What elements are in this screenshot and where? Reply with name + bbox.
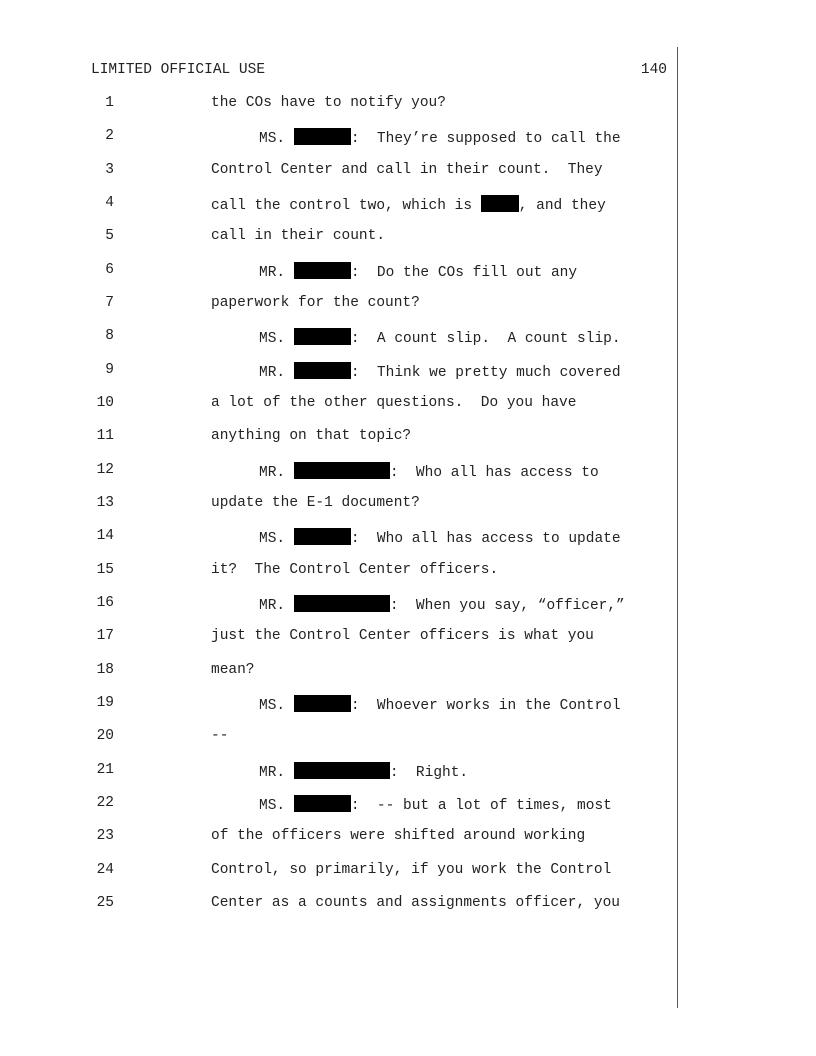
speech-text: : When you say, “officer,” <box>389 598 625 614</box>
redaction-bar <box>294 262 351 279</box>
line-number: 13 <box>96 495 114 511</box>
transcript-line <box>0 628 680 648</box>
line-text: -- <box>211 728 229 744</box>
line-text <box>211 195 606 214</box>
transcript-line <box>0 462 680 482</box>
line-text: just the Control Center officers is what you <box>211 628 594 644</box>
line-text: Control, so primarily, if you work the Control <box>211 862 612 878</box>
speaker-title: MS. <box>259 531 286 547</box>
line-text: Center as a counts and assignments officer, you <box>211 895 620 911</box>
redaction-bar <box>294 595 390 612</box>
transcript-line <box>0 328 680 348</box>
line-text <box>259 128 621 147</box>
speaker-title: MS. <box>259 331 286 347</box>
redaction-bar <box>294 795 351 812</box>
speech-text: : -- but a lot of times, most <box>350 798 612 814</box>
line-number: 4 <box>105 195 114 211</box>
classification-header: LIMITED OFFICIAL USE <box>91 62 266 78</box>
transcript-line <box>0 828 680 848</box>
redaction-bar <box>294 695 351 712</box>
line-number: 5 <box>105 228 114 244</box>
line-text: update the E-1 document? <box>211 495 420 511</box>
line-text <box>259 262 577 281</box>
line-text <box>259 795 612 814</box>
line-number: 9 <box>105 362 114 378</box>
redaction-bar <box>294 328 351 345</box>
transcript-line <box>0 495 680 515</box>
speech-text: : Who all has access to <box>389 465 599 481</box>
line-number: 14 <box>96 528 114 544</box>
line-number: 7 <box>105 295 114 311</box>
line-number: 6 <box>105 262 114 278</box>
line-number: 12 <box>96 462 114 478</box>
transcript-line <box>0 362 680 382</box>
redaction-bar <box>294 528 351 545</box>
speaker-title: MR. <box>259 598 286 614</box>
line-number: 20 <box>96 728 114 744</box>
transcript-line <box>0 895 680 915</box>
transcript-line <box>0 862 680 882</box>
speech-text: : They’re supposed to call the <box>350 131 621 147</box>
speech-text: : Think we pretty much covered <box>350 365 621 381</box>
line-text: a lot of the other questions. Do you have <box>211 395 577 411</box>
speaker-title: MS. <box>259 131 286 147</box>
transcript-line <box>0 428 680 448</box>
line-text: anything on that topic? <box>211 428 412 444</box>
line-number: 19 <box>96 695 114 711</box>
line-number: 21 <box>96 762 114 778</box>
speech-text: : A count slip. A count slip. <box>350 331 621 347</box>
line-text: it? The Control Center officers. <box>211 562 499 578</box>
line-number: 18 <box>96 662 114 678</box>
line-text: Control Center and call in their count. They <box>211 162 603 178</box>
transcript-line <box>0 262 680 282</box>
speaker-title: MR. <box>259 465 286 481</box>
line-number: 3 <box>105 162 114 178</box>
line-number: 15 <box>96 562 114 578</box>
redaction-bar <box>294 128 351 145</box>
line-text: of the officers were shifted around working <box>211 828 586 844</box>
speech-text: : Do the COs fill out any <box>350 265 578 281</box>
redaction-bar <box>294 462 390 479</box>
line-text: paperwork for the count? <box>211 295 420 311</box>
line-number: 11 <box>96 428 114 444</box>
line-number: 1 <box>105 95 114 111</box>
line-text <box>259 528 621 547</box>
speech-text: : Right. <box>389 765 469 781</box>
line-text <box>259 762 468 781</box>
transcript-line <box>0 195 680 215</box>
line-text <box>259 462 599 481</box>
line-text: mean? <box>211 662 255 678</box>
line-text <box>259 328 621 347</box>
redaction-bar <box>294 762 390 779</box>
transcript-line <box>0 128 680 148</box>
transcript-line <box>0 728 680 748</box>
transcript-line <box>0 95 680 115</box>
page-number: 140 <box>640 62 667 78</box>
transcript-line <box>0 295 680 315</box>
speech-text: : Whoever works in the Control <box>350 698 621 714</box>
line-number: 17 <box>96 628 114 644</box>
line-text: the COs have to notify you? <box>211 95 446 111</box>
line-number: 16 <box>96 595 114 611</box>
redaction-bar <box>294 362 351 379</box>
speech-text: call the control two, which is <box>211 198 481 214</box>
transcript-line <box>0 162 680 182</box>
transcript-line <box>0 395 680 415</box>
transcript-line <box>0 562 680 582</box>
speech-text: : Who all has access to update <box>350 531 621 547</box>
line-number: 25 <box>96 895 114 911</box>
line-number: 24 <box>96 862 114 878</box>
line-text <box>259 362 621 381</box>
line-text: call in their count. <box>211 228 386 244</box>
line-number: 8 <box>105 328 114 344</box>
speaker-title: MR. <box>259 765 286 781</box>
transcript-line <box>0 228 680 248</box>
redaction-bar <box>481 195 519 212</box>
speaker-title: MS. <box>259 798 286 814</box>
line-number: 22 <box>96 795 114 811</box>
line-number: 23 <box>96 828 114 844</box>
transcript-line <box>0 762 680 782</box>
line-text <box>259 595 625 614</box>
transcript-line <box>0 595 680 615</box>
line-text <box>259 695 621 714</box>
line-number: 10 <box>96 395 114 411</box>
speech-text: , and they <box>518 198 606 214</box>
speaker-title: MR. <box>259 265 286 281</box>
speaker-title: MS. <box>259 698 286 714</box>
speaker-title: MR. <box>259 365 286 381</box>
line-number: 2 <box>105 128 114 144</box>
transcript-line <box>0 528 680 548</box>
transcript-line <box>0 795 680 815</box>
transcript-line <box>0 662 680 682</box>
transcript-line <box>0 695 680 715</box>
